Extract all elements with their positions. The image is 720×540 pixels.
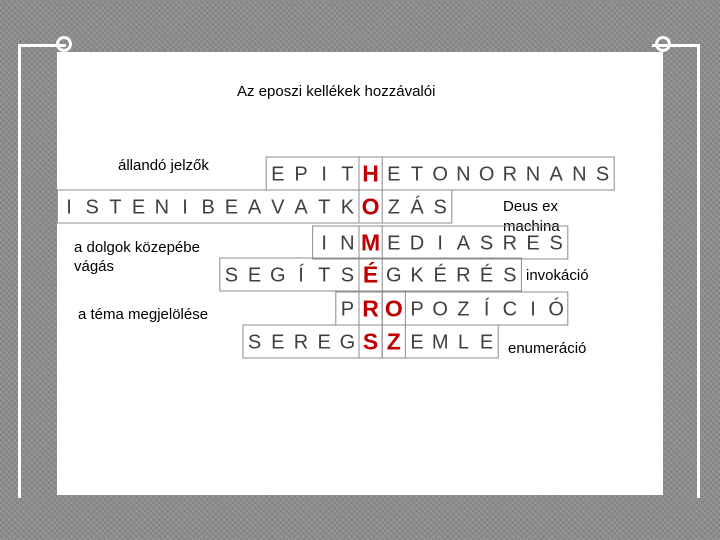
crossword-letter: E [410,331,424,354]
crossword-letter: I [321,232,327,255]
crossword-letter: K [410,264,424,287]
crossword-letter: Í [298,264,304,287]
slide-title: Az eposzi kellékek hozzávalói [237,83,436,100]
crossword-letter: S [549,232,563,255]
crossword-letter: P [410,298,424,321]
crossword-letter: É [433,264,447,287]
crossword-letter: E [271,331,285,354]
crossword-letter: S [433,196,447,219]
crossword-letter: E [317,331,331,354]
crossword-letter: S [595,163,610,186]
crossword-letter: Z [387,196,400,219]
crossword-letter: N [525,163,541,186]
crossword-letter: E [479,331,494,354]
crossword-letter: K [340,196,355,219]
crossword-letter: A [294,196,308,219]
crossword-letter: I [321,163,327,186]
crossword-letter: T [410,163,424,186]
crossword-letter: G [270,264,286,287]
label-dolgok-kozepebe-line1: a dolgok közepébe [74,239,200,256]
crossword-letter: P [340,298,355,321]
crossword-key-letter: H [362,160,379,187]
crossword-letter: I [66,196,72,219]
crossword-letter: O [478,163,495,186]
crossword-letter: R [502,232,518,255]
crossword-letter: T [318,196,331,219]
crossword-letter: Ó [548,298,564,321]
crossword-letter: G [339,331,356,354]
crossword-letter: N [154,196,170,219]
crossword-key-letter: O [361,193,380,220]
crossword-letter: R [293,331,309,354]
crossword-letter: O [432,163,448,186]
crossword-letter: V [271,196,285,219]
crossword-letter: Í [483,298,490,321]
crossword-letter: E [224,196,239,219]
crossword-letter: I [530,298,536,321]
crossword-letter: I [182,196,188,219]
crossword-key-letter: É [362,261,379,288]
crossword-letter: S [247,331,262,354]
crossword-letter: E [247,264,262,287]
crossword-letter: S [224,264,239,287]
crossword-letter: N [572,163,587,186]
crossword-letter: S [340,264,355,287]
crossword-letter: T [341,163,354,186]
label-deus-ex-line1: Deus ex [503,198,559,215]
crossword-letter: T [318,264,331,287]
crossword-letter: P [294,163,308,186]
crossword-letter: E [387,163,401,186]
crossword-letter: E [526,232,540,255]
crossword-letter: A [456,232,471,255]
crossword-letter: R [456,264,471,287]
crossword-letter: I [437,232,443,255]
label-tema-megjelolese: a téma megjelölése [78,306,209,323]
crossword-letter: Á [410,196,424,219]
crossword-letter: B [201,196,215,219]
crossword-letter: N [340,232,355,255]
crossword-letter: A [549,163,563,186]
label-deus-ex-line2: machina [503,218,560,235]
crossword-letter: S [85,196,99,219]
crossword-letter: O [432,298,448,321]
label-invokacio: invokáció [526,267,589,284]
crossword-letter: L [457,331,469,354]
crossword-letter: Z [457,298,470,321]
label-allando-jelzok: állandó jelzők [118,157,209,174]
crossword-letter: G [386,264,402,287]
crossword-letter: E [271,163,285,186]
crossword-key-letter: O [384,295,403,322]
crossword-letter: T [109,196,122,219]
crossword-letter: C [502,298,518,321]
label-enumeracio: enumeráció [508,340,587,357]
crossword-key-letter: R [362,295,379,322]
crossword-letter: E [131,196,146,219]
crossword-letter: S [503,264,517,287]
crossword-letter: D [409,232,425,255]
crossword-letter: É [479,264,494,287]
crossword-letter: R [502,163,518,186]
crossword-letter: A [247,196,262,219]
crossword-letter: N [456,163,471,186]
crossword-key-letter: M [361,229,381,256]
crossword-letter: S [479,232,494,255]
crossword-letter: M [431,331,449,354]
crossword-key-letter: S [362,328,379,355]
crossword-letter: E [387,232,401,255]
crossword-key-letter: Z [386,328,401,355]
label-dolgok-kozepebe-line2: vágás [74,258,115,275]
